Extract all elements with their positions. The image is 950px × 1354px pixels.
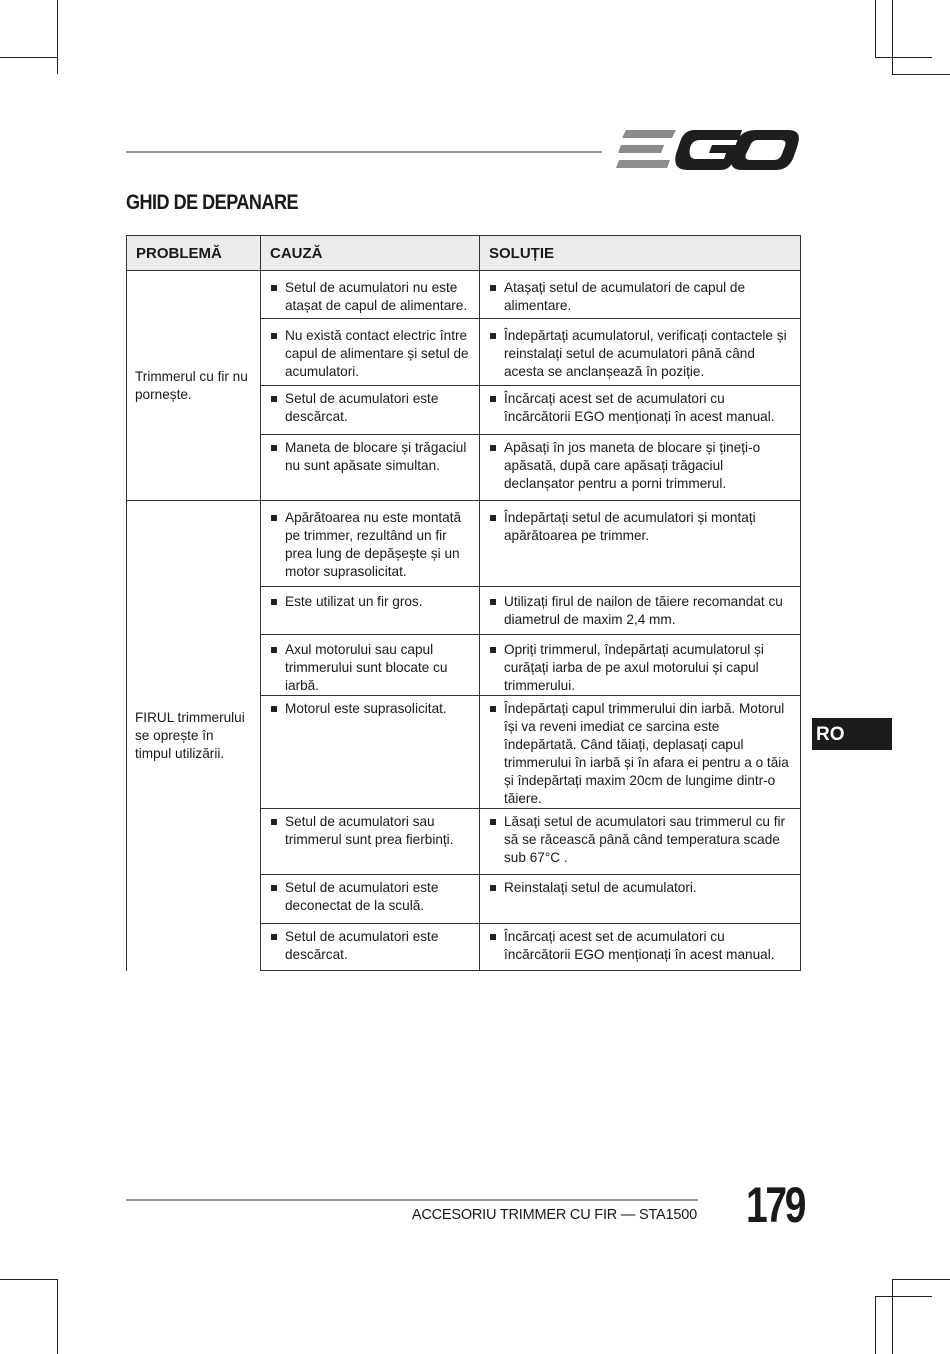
cause-text: Motorul este suprasolicitat. bbox=[285, 701, 447, 716]
crop-mark bbox=[0, 1279, 57, 1280]
cause-text: Maneta de blocare și trăgaciul nu sunt apăsate simultan. bbox=[285, 440, 467, 473]
footer-text: ACCESORIU TRIMMER CU FIR — STA1500 bbox=[411, 1207, 697, 1223]
bullet-icon bbox=[490, 515, 496, 521]
solution-text: Încărcați acest set de acumulatori cu încărcătorii EGO menționați în acest manual. bbox=[504, 929, 775, 962]
crop-mark bbox=[875, 1296, 876, 1354]
cause-text: Axul motorului sau capul trimmerului sunt blocate cu iarbă. bbox=[285, 642, 448, 693]
bullet-icon bbox=[271, 819, 277, 825]
bullet-icon bbox=[271, 599, 277, 605]
crop-mark bbox=[892, 1279, 950, 1280]
troubleshooting-table bbox=[126, 235, 801, 971]
crop-mark bbox=[875, 0, 876, 57]
table-row bbox=[127, 501, 801, 587]
table-row bbox=[127, 271, 801, 319]
crop-mark bbox=[892, 0, 893, 74]
bullet-icon bbox=[490, 445, 496, 451]
page-title: GHID DE DEPANARE bbox=[126, 191, 299, 214]
crop-mark bbox=[57, 0, 58, 74]
crop-mark bbox=[0, 57, 57, 58]
bullet-icon bbox=[271, 333, 277, 339]
footer-rule bbox=[126, 1199, 698, 1201]
language-tab: RO bbox=[812, 718, 892, 750]
bullet-icon bbox=[271, 706, 277, 712]
bullet-icon bbox=[271, 285, 277, 291]
bullet-icon bbox=[271, 934, 277, 940]
solution-text: Îndepărtați capul trimmerului din iarbă. Motorul își va reveni imediat ce sarcina este îndepărtată. Când tăiați, deplasați capul trimmerului în iarbă și în afara ei pentru a o tăia și îndepărtați maxim 20cm de lungime dintr-o tăiere. bbox=[504, 701, 789, 806]
header-problem: PROBLEMĂ bbox=[127, 236, 261, 271]
problem-cell: Trimmerul cu fir nu pornește. bbox=[127, 271, 261, 501]
solution-text: Îndepărtați setul de acumulatori și montați apărătoarea pe trimmer. bbox=[504, 510, 756, 543]
bullet-icon bbox=[271, 647, 277, 653]
crop-mark bbox=[892, 1279, 893, 1354]
bullet-icon bbox=[490, 706, 496, 712]
bullet-icon bbox=[490, 647, 496, 653]
bullet-icon bbox=[490, 285, 496, 291]
crop-mark bbox=[875, 1296, 932, 1297]
bullet-icon bbox=[490, 934, 496, 940]
cause-text: Setul de acumulatori nu este atașat de capul de alimentare. bbox=[285, 280, 468, 313]
bullet-icon bbox=[271, 515, 277, 521]
solution-text: Încărcați acest set de acumulatori cu încărcătorii EGO menționați în acest manual. bbox=[504, 391, 775, 424]
crop-mark bbox=[875, 57, 932, 58]
solution-text: Apăsați în jos maneta de blocare și țineți-o apăsată, după care apăsați trăgaciul declanșator pentru a porni trimmerul. bbox=[504, 440, 761, 491]
header-cause: CAUZĂ bbox=[261, 236, 480, 271]
cause-text: Apărătoarea nu este montată pe trimmer, rezultând un fir prea lung de depășește și un motor suprasolicitat. bbox=[285, 510, 462, 579]
bullet-icon bbox=[271, 396, 277, 402]
bullet-icon bbox=[490, 599, 496, 605]
crop-mark bbox=[57, 1279, 58, 1354]
bullet-icon bbox=[490, 819, 496, 825]
bullet-icon bbox=[490, 396, 496, 402]
page-number: 179 bbox=[746, 1177, 805, 1233]
problem-group bbox=[127, 271, 801, 501]
cause-text: Nu există contact electric între capul de alimentare și setul de acumulatori. bbox=[285, 328, 469, 379]
solution-text: Îndepărtați acumulatorul, verificați contactele și reinstalați setul de acumulatori până când acesta se anclanșează în poziție. bbox=[504, 328, 787, 379]
header-rule bbox=[126, 151, 602, 153]
bullet-icon bbox=[490, 333, 496, 339]
solution-text: Lăsați setul de acumulatori sau trimmerul cu fir să se răcească până când temperatura scade sub 67°C . bbox=[504, 814, 786, 865]
table-header-row bbox=[127, 236, 801, 271]
bullet-icon bbox=[490, 885, 496, 891]
cause-text: Este utilizat un fir gros. bbox=[285, 594, 423, 609]
bullet-icon bbox=[271, 885, 277, 891]
cause-text: Setul de acumulatori sau trimmerul sunt prea fierbinți. bbox=[285, 814, 454, 847]
problem-group bbox=[127, 501, 801, 971]
header-solution: SOLUȚIE bbox=[480, 236, 801, 271]
solution-text: Atașați setul de acumulatori de capul de alimentare. bbox=[504, 280, 746, 313]
ego-logo bbox=[616, 128, 800, 177]
solution-text: Reinstalați setul de acumulatori. bbox=[504, 880, 697, 895]
bullet-icon bbox=[271, 445, 277, 451]
problem-cell: FIRUL trimmerului se oprește în timpul utilizării. bbox=[127, 501, 261, 971]
cause-text: Setul de acumulatori este descărcat. bbox=[285, 929, 439, 962]
solution-text: Opriți trimmerul, îndepărtați acumulatorul și curățați iarba de pe axul motorului și capul trimmerului. bbox=[504, 642, 764, 693]
cause-text: Setul de acumulatori este deconectat de la sculă. bbox=[285, 880, 439, 913]
crop-mark bbox=[892, 74, 950, 75]
solution-text: Utilizați firul de nailon de tăiere recomandat cu diametrul de maxim 2,4 mm. bbox=[504, 594, 783, 627]
cause-text: Setul de acumulatori este descărcat. bbox=[285, 391, 439, 424]
